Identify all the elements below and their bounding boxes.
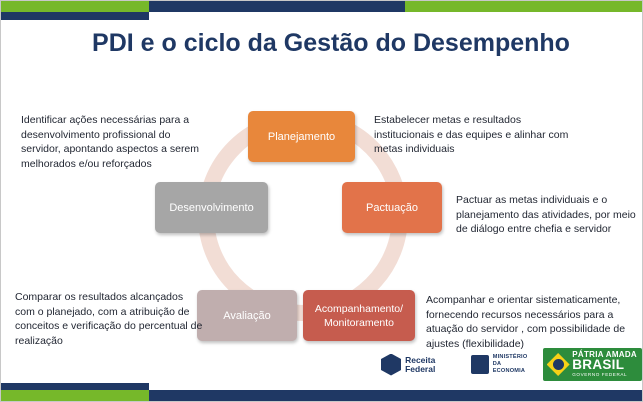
governo-federal-logo	[543, 348, 642, 381]
cycle-node-planejamento-label: Planejamento	[267, 130, 336, 143]
callout-pactuacao: Pactuar as metas individuais e o planejamento das atividades, por meio de diálogo entre chefia e servidor	[456, 194, 636, 235]
ministerio-mark-icon	[471, 355, 488, 374]
callout-avaliacao: Comparar os resultados alcançados com o planejado, com a atribuição de conceitos e verificação do percentual de realização	[15, 291, 203, 347]
cycle-node-acompanhamento-label: Acompanhamento/ Monitoramento	[314, 302, 404, 329]
cycle-node-desenvolvimento[interactable]	[155, 182, 268, 233]
receita-federal-label: Receita Federal	[405, 354, 436, 374]
cycle-node-pactuacao[interactable]	[342, 182, 442, 233]
governo-line1: PÁTRIA AMADA	[572, 349, 638, 359]
bottom-bar-green-left	[1, 390, 149, 401]
cycle-node-acompanhamento[interactable]	[303, 290, 415, 341]
globo-icon	[553, 359, 564, 370]
footer-logos	[381, 348, 642, 381]
ministerio-line1: MINISTÉRIO DA	[492, 354, 528, 367]
ministerio-economia-logo	[471, 354, 533, 375]
top-bar-navy-secondary	[1, 12, 149, 20]
cycle-node-avaliacao[interactable]	[197, 290, 297, 341]
top-bar-green-left	[1, 1, 149, 12]
top-bar-gap	[149, 12, 643, 19]
cycle-node-pactuacao-label: Pactuação	[366, 201, 418, 214]
callout-desenvolvimento: Identificar ações necessárias para a desenvolvimento profissional do servidor, apontando aspectos a serem melhorados e/ou reforçados	[21, 114, 200, 170]
ministerio-line2: ECONOMIA	[492, 368, 526, 374]
receita-federal-logo	[381, 354, 462, 376]
bottom-bar-navy-secondary	[1, 383, 149, 390]
callout-planejamento: Estabelecer metas e resultados institucionais e das equipes e alinhar com metas individuais	[374, 114, 569, 155]
governo-line2: BRASIL	[572, 356, 625, 372]
page-title: PDI e o ciclo da Gestão do Desempenho	[92, 29, 570, 57]
callout-acompanhamento: Acompanhar e orientar sistematicamente, fornecendo recursos necessários para a atuação do servidor , com possibilidade de ajustes (flexibilidade)	[426, 294, 626, 350]
governo-text-block	[572, 350, 637, 380]
cycle-node-desenvolvimento-label: Desenvolvimento	[169, 201, 254, 214]
bandeira-icon	[547, 353, 570, 376]
cycle-node-avaliacao-label: Avaliação	[223, 309, 271, 322]
governo-line3: GOVERNO FEDERAL	[572, 371, 628, 377]
brasao-icon	[381, 354, 401, 376]
top-bar-green-right	[405, 1, 643, 12]
cycle-node-planejamento[interactable]	[248, 111, 355, 162]
